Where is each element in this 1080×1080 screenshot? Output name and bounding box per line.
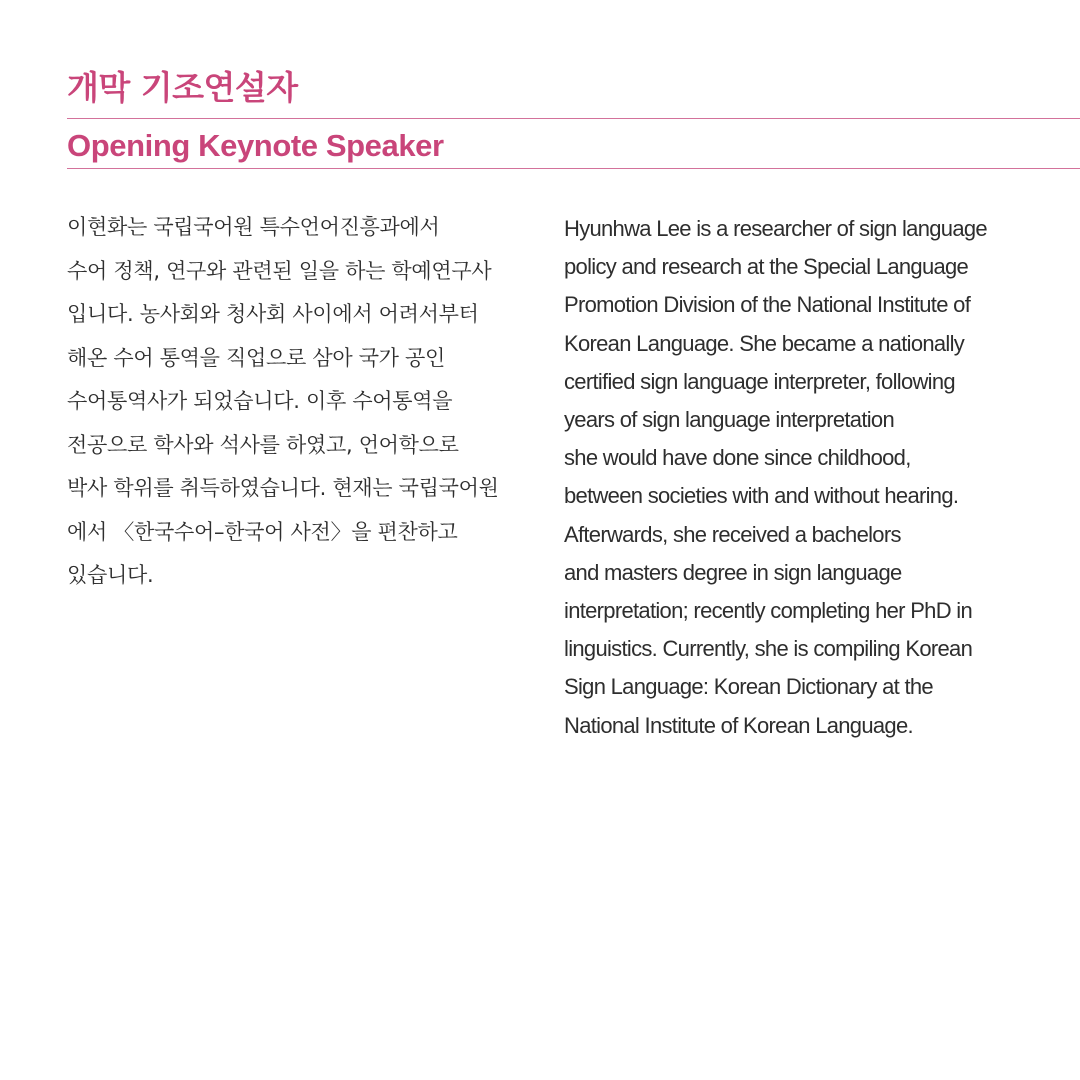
page-title-korean: 개막 기조연설자 bbox=[67, 68, 298, 107]
biography-english bbox=[564, 210, 1064, 745]
bio-en-line: certified sign language interpreter, following bbox=[564, 368, 955, 394]
bio-ko-line: 수어 정책, 연구와 관련된 일을 하는 학예연구사 bbox=[67, 258, 492, 283]
title-divider-bottom bbox=[67, 168, 1080, 169]
bio-en-line: Afterwards, she received a bachelors bbox=[564, 521, 901, 547]
bio-en-line: interpretation; recently completing her PhD in bbox=[564, 598, 973, 624]
bio-en-line: Sign Language: Korean Dictionary at the bbox=[564, 674, 933, 700]
bio-en-line: years of sign language interpretation bbox=[564, 407, 894, 433]
bio-en-line: and masters degree in sign language bbox=[564, 559, 902, 585]
bio-ko-line: 입니다. 농사회와 청사회 사이에서 어려서부터 bbox=[67, 302, 479, 326]
bio-en-line: she would have done since childhood, bbox=[564, 445, 911, 471]
page-title-english: Opening Keynote Speaker bbox=[67, 128, 444, 163]
bio-en-line: between societies with and without hearing. bbox=[564, 483, 959, 509]
title-divider-top bbox=[67, 118, 1080, 119]
bio-ko-line: 박사 학위를 취득하였습니다. 현재는 국립국어원 bbox=[67, 476, 499, 500]
bio-en-line: Korean Language. She became a nationally bbox=[564, 330, 965, 356]
bio-en-line: National Institute of Korean Language. bbox=[564, 712, 913, 738]
bio-en-line: policy and research at the Special Language bbox=[564, 254, 969, 280]
bio-ko-line: 에서 〈한국수어–한국어 사전〉을 편찬하고 bbox=[67, 519, 458, 544]
bio-ko-line: 수어통역사가 되었습니다. 이후 수어통역을 bbox=[67, 389, 453, 413]
bio-ko-line: 전공으로 학사와 석사를 하였고, 언어학으로 bbox=[67, 432, 459, 457]
bio-ko-line: 이현화는 국립국어원 특수언어진흥과에서 bbox=[67, 215, 440, 239]
biography-korean bbox=[67, 206, 537, 598]
bio-en-line: Promotion Division of the National Institute of bbox=[564, 292, 971, 318]
bio-en-line: linguistics. Currently, she is compiling Korean bbox=[564, 636, 973, 662]
bio-ko-line: 있습니다. bbox=[67, 563, 154, 587]
bio-en-line: Hyunhwa Lee is a researcher of sign language bbox=[564, 216, 987, 241]
bio-ko-line: 해온 수어 통역을 직업으로 삼아 국가 공인 bbox=[67, 345, 446, 370]
